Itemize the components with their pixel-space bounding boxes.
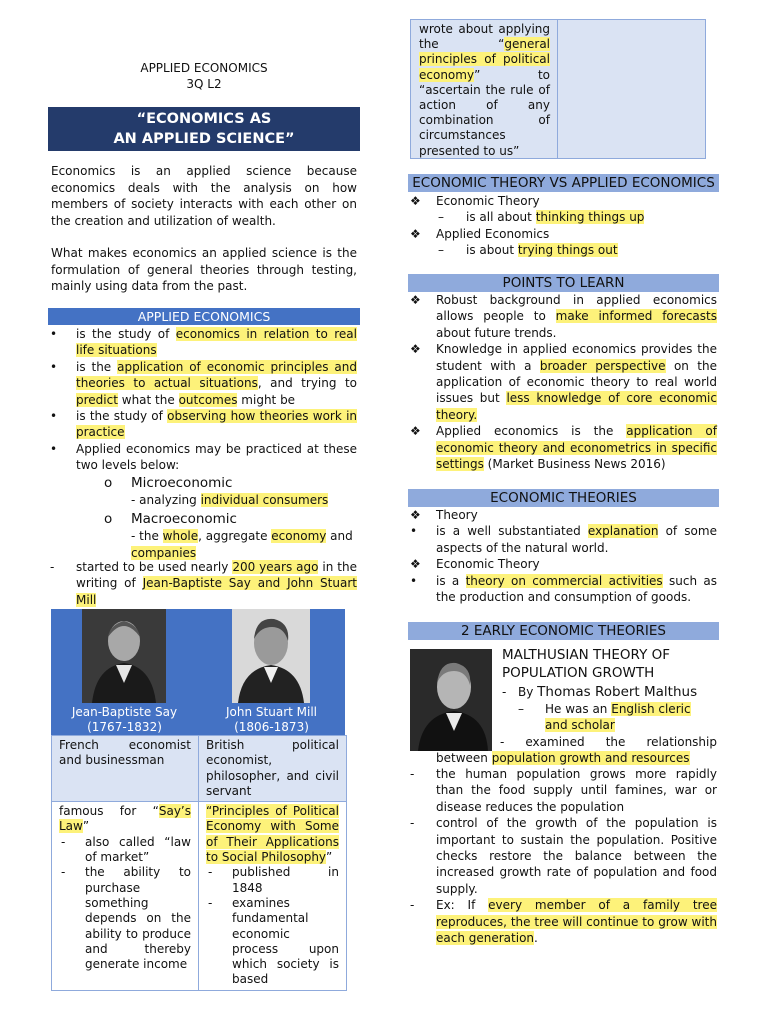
say-name: Jean-Baptiste Say	[71, 705, 178, 719]
list-item: ❖ Knowledge in applied economics provides the student with a broader perspective on the application of economic theory to real world issues but less knowledge of core economic theory.	[410, 342, 717, 422]
say-portrait	[82, 609, 166, 703]
list-item: ❖ Applied economics is the application of economic theory and econometrics in specific settings (Market Business News 2016)	[410, 424, 717, 472]
document-header	[48, 60, 360, 92]
malthus-section-top	[502, 646, 719, 734]
list-item: - started to be used nearly 200 years ago in the writing of Jean-Baptiste Say and John Stuart Mill	[50, 560, 358, 607]
malthus-points	[408, 766, 717, 946]
list-item: - control of the growth of the population is important to sustain the population. Positive checks restore the balance between the increased growth rate of population and food supply.	[410, 816, 717, 896]
say-years: (1767-1832)	[87, 720, 162, 734]
mill-name: John Stuart Mill	[226, 705, 317, 719]
mill-continued-text: wrote about applying the “general principles of political economy” to “ascertain the rule of action of any combination of circumstances presented to us”	[419, 22, 550, 158]
intro-paragraph-2: What makes economics an applied science is the formulation of general theories through testing, mainly using data from the past.	[51, 246, 357, 293]
list-item: ❖ Robust background in applied economics allows people to make informed forecasts about future trends.	[410, 293, 717, 340]
economic-theories-list	[408, 507, 717, 605]
history-note	[48, 559, 357, 608]
early-theories-heading: 2 EARLY ECONOMIC THEORIES	[408, 622, 719, 640]
list-item: ❖ Applied Economics	[410, 226, 550, 241]
say-works: famous for “Say’s Law” - also called “law of market” - the ability to purchase something depends on the ability to produce and thereby generate income	[52, 802, 199, 991]
list-item: • is the application of economic principles and theories to actual situations, and trying to predict what the outcomes might be	[50, 359, 357, 407]
list-item: - also called “law of market”	[61, 834, 191, 865]
table-row	[52, 736, 347, 802]
malthus-examined: - examined the relationship between population growth and resources	[436, 735, 717, 766]
macro-level: o Macroeconomic	[104, 511, 237, 527]
points-to-learn-heading: POINTS TO LEARN	[408, 274, 719, 292]
applied-economics-heading: APPLIED ECONOMICS	[48, 308, 360, 325]
title-line-1: “ECONOMICS AS	[136, 111, 272, 127]
mill-portrait	[232, 609, 310, 703]
malthus-title-1: MALTHUSIAN THEORY OF	[502, 647, 670, 663]
mill-works: “Principles of Political Economy with Some of Their Applications to Social Philosophy” - published in 1848 - examines fundamental economic process upon which society is based	[199, 802, 347, 991]
malthus-author: - By Thomas Robert Malthus	[502, 684, 698, 700]
levels-list	[104, 475, 364, 562]
list-item: – is all about thinking things up	[438, 210, 645, 225]
mill-caption	[198, 705, 345, 735]
macro-desc: - the whole, aggregate economy and companies	[131, 529, 353, 560]
list-item: • is the study of observing how theories work in practice	[50, 409, 358, 440]
mill-years: (1806-1873)	[234, 720, 309, 734]
say-caption	[51, 705, 198, 735]
list-item: • is a well substantiated explanation of some aspects of the natural world.	[410, 524, 717, 555]
list-item: - published in 1848	[208, 865, 339, 895]
list-item: ❖ Theory	[410, 508, 478, 522]
micro-level: o Microeconomic	[104, 475, 233, 491]
list-item: • is the study of economics in relation to real life situations	[50, 327, 357, 358]
economists-table	[51, 735, 347, 991]
applied-economics-list	[48, 326, 357, 474]
theory-vs-applied-list	[408, 193, 719, 259]
portraits-panel	[51, 609, 345, 735]
list-item: • is a theory on commercial activities such as the production and consumption of goods.	[410, 573, 717, 605]
list-item: - the ability to purchase something depends on the ability to produce and thereby generate income	[61, 865, 191, 972]
lesson-code: 3Q L2	[186, 77, 222, 91]
list-item: ❖ Economic Theory	[410, 194, 540, 208]
points-list	[408, 292, 717, 472]
title-line-2: AN APPLIED SCIENCE”	[113, 131, 295, 147]
say-description: French economist and businessman	[52, 736, 199, 802]
micro-desc: - analyzing individual consumers	[131, 493, 329, 507]
malthus-title-2: POPULATION GROWTH	[502, 665, 655, 681]
mill-description: British political economist, philosopher, and civil servant	[199, 736, 347, 802]
economic-theories-heading: ECONOMIC THEORIES	[408, 489, 719, 507]
course-title: APPLIED ECONOMICS	[140, 61, 268, 75]
list-item: - Ex: If every member of a family tree reproduces, the tree will continue to grow with each generation.	[410, 898, 717, 946]
list-item: - the human population grows more rapidly than the food supply until famines, war or disease reduces the population	[410, 767, 717, 814]
intro-paragraph-1: Economics is an applied science because economics deals with the analysis on how members of society interacts with each other on the creation and utilization of wealth.	[51, 164, 357, 228]
mill-continued-cell	[410, 19, 706, 159]
list-item: – is about trying things out	[438, 243, 618, 258]
page-title	[48, 107, 360, 151]
malthus-bio: – He was an English cleric and scholar	[518, 702, 691, 733]
list-item: • Applied economics may be practiced at these two levels below:	[50, 441, 357, 473]
theory-vs-applied-heading: ECONOMIC THEORY VS APPLIED ECONOMICS	[408, 174, 719, 192]
table-row	[52, 802, 347, 991]
list-item: ❖ Economic Theory	[410, 557, 540, 572]
list-item: - examines fundamental economic process upon which society is based	[208, 895, 339, 987]
